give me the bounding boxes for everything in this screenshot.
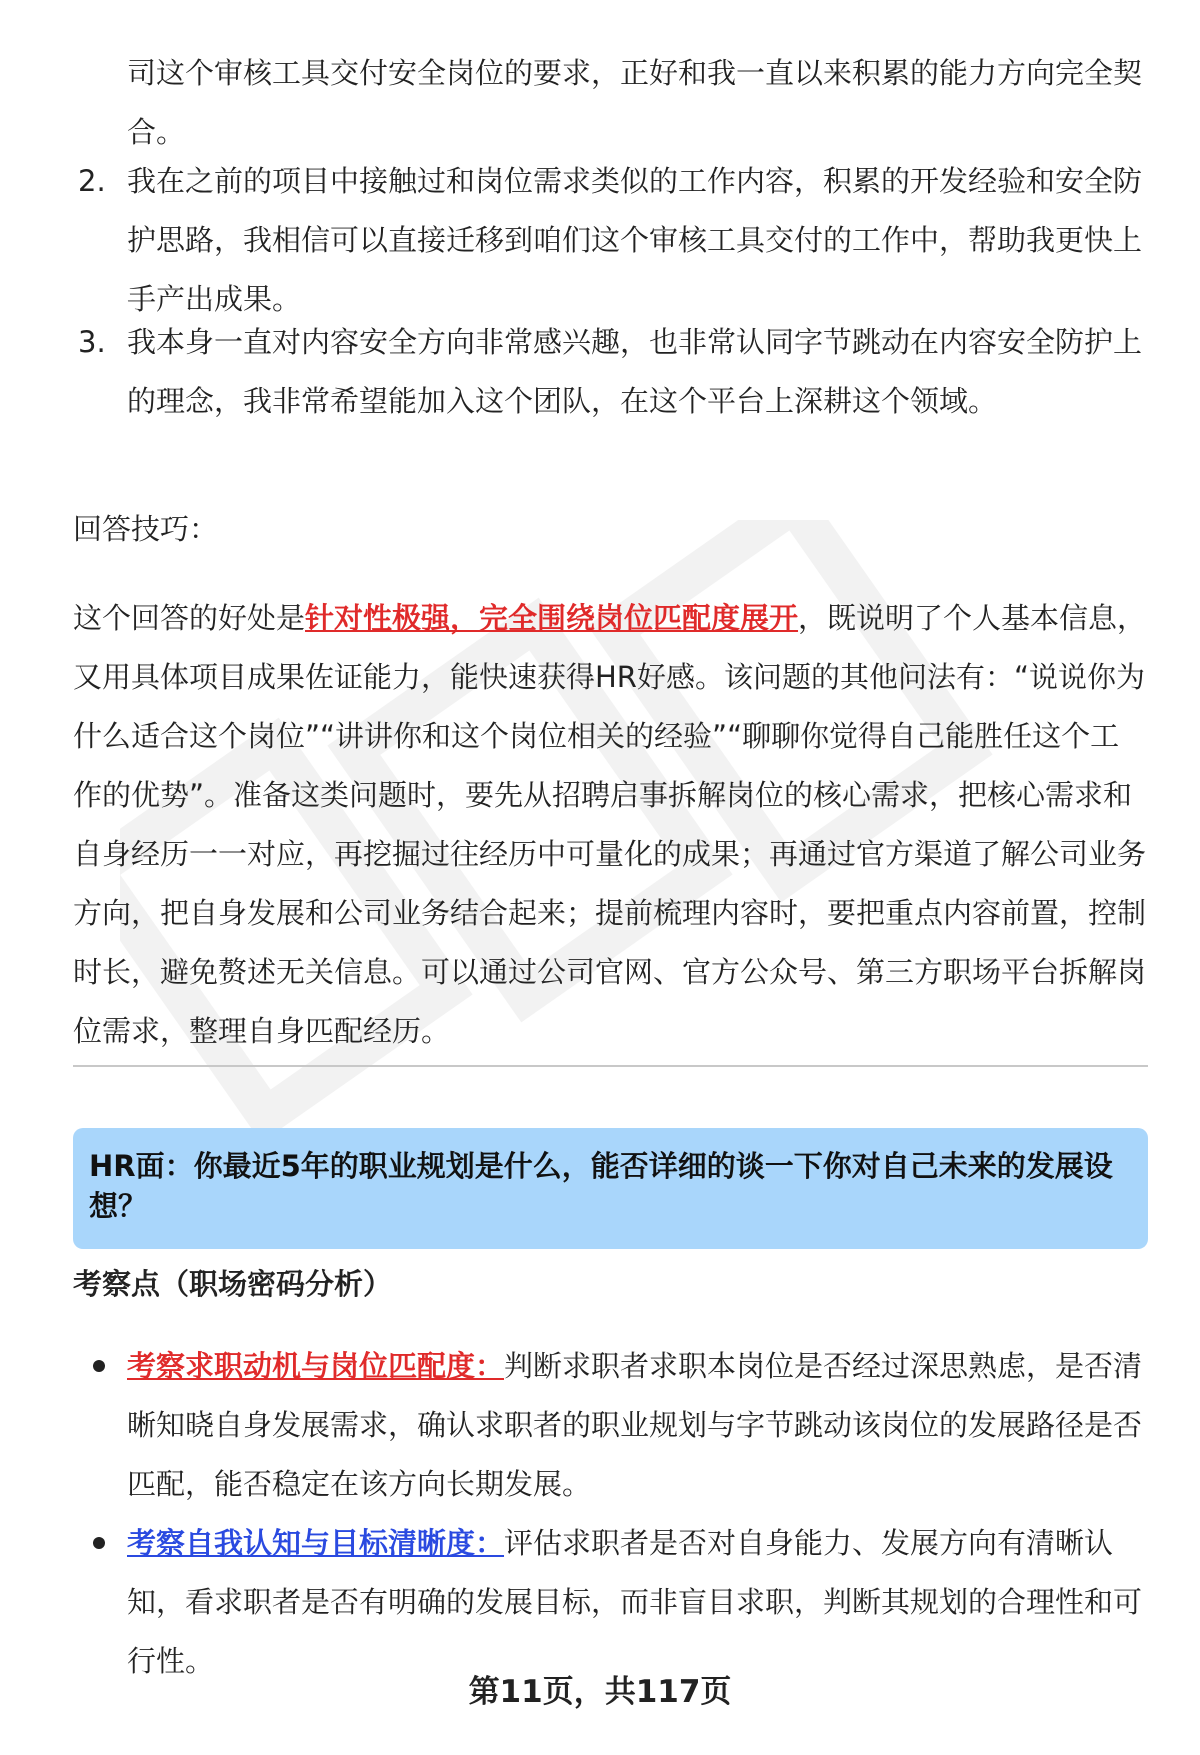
analysis-bullet <box>93 1514 1153 1691</box>
question-text: HR面：你最近5年的职业规划是什么，能否详细的谈一下你对自己未来的发展设想？ <box>89 1149 1113 1223</box>
analysis-bullet <box>93 1337 1153 1514</box>
list-item-number: 3. <box>78 325 106 359</box>
tips-rest: ，既说明了个人基本信息，又用具体项目成果佐证能力，能快速获得HR好感。该问题的其他问法有：“说说你为什么适合这个岗位”“讲讲你和这个岗位相关的经验”“聊聊你觉得自己能胜任这个工作的优势”。准备这类问题时，要先从招聘启事拆解岗位的核心需求，把核心需求和自身经历一一对应，再挖掘过往经历中可量化的成果；再通过官方渠道了解公司业务方向，把自身发展和公司业务结合起来；提前梳理内容时，要把重点内容前置，控制时长，避免赘述无关信息。可以通过公司官网、官方公众号、第三方职场平台拆解岗位需求，整理自身匹配经历。 <box>73 601 1147 1048</box>
analysis-heading: 考察点（职场密码分析） <box>73 1267 393 1301</box>
bullet-dot-icon <box>93 1537 105 1549</box>
list-item-continuation: 司这个审核工具交付安全岗位的要求，正好和我一直以来积累的能力方向完全契合。 <box>127 56 1143 149</box>
bullet-label: 考察求职动机与岗位匹配度： <box>127 1349 505 1383</box>
section-divider <box>73 1065 1148 1067</box>
tips-prefix: 这个回答的好处是 <box>73 601 306 635</box>
list-item-text: 我本身一直对内容安全方向非常感兴趣，也非常认同字节跳动在内容安全防护上的理念，我非常希望能加入这个团队，在这个平台上深耕这个领域。 <box>127 325 1143 418</box>
list-item-number: 2. <box>78 164 106 198</box>
bullet-dot-icon <box>93 1360 105 1372</box>
tips-highlight: 针对性极强，完全围绕岗位匹配度展开 <box>305 601 799 635</box>
bullet-label: 考察自我认知与目标清晰度： <box>127 1526 505 1560</box>
bullet-body: 评估求职者是否对自身能力、发展方向有清晰认知，看求职者是否有明确的发展目标，而非盲目求职，判断其规划的合理性和可行性。 <box>127 1526 1143 1678</box>
question-box <box>73 1128 1148 1249</box>
bullet-text <box>127 1337 1153 1514</box>
list-item <box>78 313 1153 431</box>
tips-paragraph <box>73 589 1148 1061</box>
list-item <box>78 152 1153 329</box>
page-footer: 第11页，共117页 <box>468 1674 732 1710</box>
bullet-body: 判断求职者求职本岗位是否经过深思熟虑，是否清晰知晓自身发展需求，确认求职者的职业规划与字节跳动该岗位的发展路径是否匹配，能否稳定在该方向长期发展。 <box>127 1349 1143 1501</box>
list-item-text: 我在之前的项目中接触过和岗位需求类似的工作内容，积累的开发经验和安全防护思路，我相信可以直接迁移到咱们这个审核工具交付的工作中，帮助我更快上手产出成果。 <box>127 164 1143 316</box>
tips-label: 回答技巧： <box>73 512 219 546</box>
bullet-text <box>127 1514 1153 1691</box>
